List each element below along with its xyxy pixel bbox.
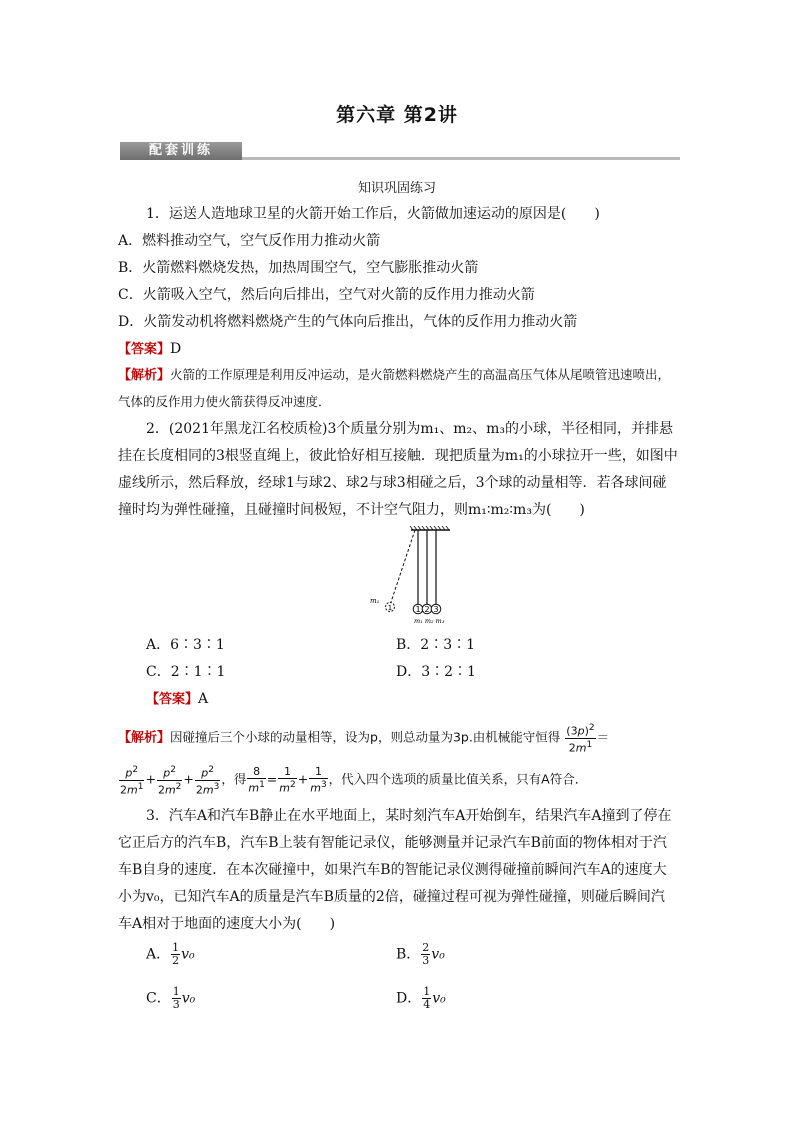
q2-explain-text-3: ，得 — [221, 771, 247, 787]
q3-option-d: D． $\frac{1}{4}$ v₀ — [396, 985, 446, 1011]
q2-option-b: B．2∶3∶1 — [396, 637, 476, 653]
explain-label: 【解析】 — [118, 368, 171, 383]
q2-explain-eq: ＝ — [596, 729, 610, 745]
mass-labels-bottom: m₁ m₂ m₃ — [414, 617, 445, 625]
ball-label-2: 2 — [424, 605, 430, 614]
section-title: 知识巩固练习 — [357, 181, 436, 196]
mass-label-left: m₁ — [370, 597, 380, 605]
section-banner: 配套训练 — [120, 142, 242, 160]
q2-option-d: D．3∶2∶1 — [396, 664, 476, 680]
pendulum-figure — [368, 524, 478, 628]
q1-answer — [118, 336, 678, 363]
q1-option-d: D．火箭发动机将燃料燃烧产生的气体向后推出，气体的反作用力推动火箭 — [118, 314, 578, 330]
q1-option-c: C．火箭吸入空气，然后向后排出，空气对火箭的反作用力推动火箭 — [118, 287, 535, 303]
q3-option-a: A． $\frac{1}{2}$ v₀ — [146, 941, 195, 967]
q3-option-b: B． $\frac{2}{3}$ v₀ — [396, 941, 445, 967]
q2-explain-text-4: ，代入四个选项的质量比值关系，只有A符合． — [328, 771, 588, 787]
q3-stem: 3．汽车A和汽车B静止在水平地面上，某时刻汽车A开始倒车，结果汽车A撞到了停在它正后方的汽车B，汽车B上装有智能记录仪，能够测量并记录汽车B前面的物体相对于汽车B自身的速度．在本次碰撞中，如果汽车B的智能记录仪测得碰撞前瞬间汽车A的速度大小为v₀，已知汽车A的质量是汽车B质量的2倍，碰撞过程可视为弹性碰撞，则碰后瞬间汽车A相对于地面的速度大小为( ) — [118, 808, 672, 932]
q2-answer-value: A — [198, 691, 209, 707]
ball-label-3: 3 — [433, 605, 439, 614]
ball-label-1: 1 — [415, 605, 421, 614]
q1-answer-value: D — [170, 341, 182, 357]
banner-divider — [242, 157, 680, 160]
explain-label: 【解析】 — [118, 730, 171, 746]
energy-fraction: $\frac{(3p)^2}{2m^1}$ — [566, 723, 595, 755]
q1-option-b: B．火箭燃料燃烧发热，加热周围空气，空气膨胀推动火箭 — [118, 260, 479, 276]
q2-explanation-line2: $\frac{p^2}{2m^1}$ + $\frac{p^2}{2m^2}$ + $\frac{p^2}{2m^3}$ ，得 $\frac{8}{m^1}$ = $\frac{1}{m^2}$ + $\frac{1}{m^3}$ ，代入四个选项的质量比值关系，只有A符合． — [120, 764, 588, 797]
q1-explain-text: 火箭的工作原理是利用反冲运动，是火箭燃料燃烧产生的高温高压气体从尾喷管迅速喷出，气体的反作用力使火箭获得反冲速度． — [118, 367, 671, 409]
q1-explanation — [118, 362, 678, 415]
q1-stem: 1．运送人造地球卫星的火箭开始工作后，火箭做加速运动的原因是( ) — [146, 206, 600, 222]
q2-stem: 2．(2021年黑龙江名校质检)3个质量分别为m₁、m₂、m₃的小球，半径相同，并排悬挂在长度相同的3根竖直绳上，彼此恰好相互接触．现把质量为m₁的小球拉开一些，如图中虚线所示，然后释放，经球1与球2、球2与球3相碰之后，3个球的动量相等．若各球间碰撞时均为弹性碰撞，且碰撞时间极短，不计空气阻力，则m₁∶m₂∶m₃为( ) — [118, 421, 678, 518]
q2-answer — [146, 689, 208, 710]
ball-label-dashed: 1 — [387, 604, 393, 612]
q1-option-a: A．燃料推动空气，空气反作用力推动火箭 — [118, 233, 381, 249]
q2-explanation-line1 — [118, 722, 678, 754]
answer-label: 【答案】 — [118, 342, 171, 357]
q3-option-c: C． $\frac{1}{3}$ v₀ — [146, 985, 196, 1011]
q2-option-a: A．6∶3∶1 — [146, 637, 225, 653]
page-title: 第六章 第2讲 — [336, 104, 458, 126]
q2-option-c: C．2∶1∶1 — [146, 664, 226, 680]
q2-explain-text-1: 因碰撞后三个小球的动量相等，设为p，则总动量为3p.由机械能守恒得 — [170, 729, 561, 745]
answer-label: 【答案】 — [146, 692, 199, 707]
